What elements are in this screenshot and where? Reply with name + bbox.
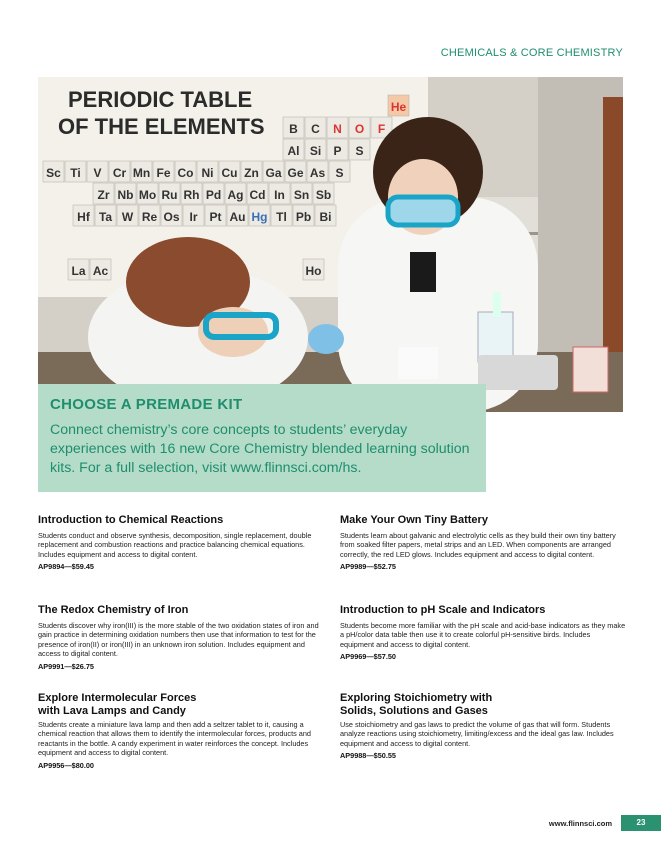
footer-url[interactable]: www.flinnsci.com: [548, 819, 612, 828]
element-symbol: Ru: [161, 188, 178, 202]
element-symbol: F: [377, 122, 386, 136]
element-symbol: As: [309, 166, 326, 180]
element-symbol: Mn: [132, 166, 151, 180]
product-description: Students create a miniature lava lamp and then add a seltzer tablet to it, causing a chemical reaction that allows them to identify the intermolecular forces, products and reactants in the bottle. A candy experiment in water reinforces the concept. Includes equipment and access to digital content.: [38, 720, 311, 758]
element-symbol: He: [390, 100, 407, 114]
product-price: AP9989—$52.75: [340, 562, 396, 572]
product-price: AP9969—$57.50: [340, 652, 396, 662]
element-symbol: La: [71, 264, 86, 278]
element-symbol: B: [289, 122, 298, 136]
poster-title-line2: OF THE ELEMENTS: [58, 114, 265, 139]
element-symbol: Sb: [315, 188, 332, 202]
product-title: The Redox Chemistry of Iron: [38, 604, 189, 616]
element-symbol: Hf: [77, 210, 90, 224]
section-label: CHEMICALS & CORE CHEMISTRY: [440, 47, 623, 59]
element-symbol: Rh: [183, 188, 200, 202]
element-symbol: Ga: [265, 166, 282, 180]
element-symbol: Al: [287, 144, 300, 158]
element-symbol: Pd: [205, 188, 222, 202]
element-symbol: Zr: [97, 188, 110, 202]
element-symbol: Ir: [189, 210, 198, 224]
element-symbol: Ac: [92, 264, 109, 278]
element-symbol: Mo: [138, 188, 157, 202]
hot-plate: [478, 355, 558, 390]
product-description: Students conduct and observe synthesis, decomposition, single replacement, double replacement and combustion reactions and practice balancing chemical equations. Includes equipment and access to digital content.: [38, 531, 312, 559]
element-symbol: O: [354, 122, 365, 136]
element-symbol: Sc: [46, 166, 61, 180]
element-symbol: Zn: [244, 166, 259, 180]
element-symbol: Nb: [117, 188, 134, 202]
element-symbol: Os: [163, 210, 180, 224]
lab-photo: [38, 77, 623, 412]
element-symbol: Bi: [319, 210, 332, 224]
element-symbol: Ni: [201, 166, 214, 180]
product-title: Make Your Own Tiny Battery: [340, 514, 488, 526]
poster-title-line1: PERIODIC TABLE: [68, 87, 253, 112]
element-symbol: Au: [229, 210, 246, 224]
product-title: Exploring Stoichiometry with Solids, Solutions and Gases: [340, 692, 493, 717]
product-description: Use stoichiometry and gas laws to predict the volume of gas that will form. Students analyze reactions using stoichiometry, limiting/excess and the ideal gas law. Includes equipment and access to digital content.: [340, 720, 614, 748]
safety-goggles-icon-2: [388, 197, 458, 225]
element-symbol: N: [333, 122, 342, 136]
element-symbol: Sn: [293, 188, 310, 202]
element-symbol: V: [93, 166, 102, 180]
element-symbol: Pt: [209, 210, 222, 224]
element-symbol: S: [355, 144, 364, 158]
element-symbol: Ag: [227, 188, 244, 202]
element-symbol: Pb: [295, 210, 312, 224]
product-description: Students discover why iron(III) is the more stable of the two oxidation states of iron and gain practice in determining oxidation numbers then use that information to test for the presence of iron(II) or iron(III) in an unknown iron solution. Includes equipment and access to digital content.: [38, 621, 319, 659]
hero-photo: [38, 77, 623, 412]
element-symbol: Cd: [249, 188, 266, 202]
product-price: AP9991—$26.75: [38, 661, 94, 671]
element-symbol: Co: [177, 166, 194, 180]
product-card: [38, 514, 328, 571]
product-price: AP9894—$59.45: [38, 562, 94, 572]
element-symbol: P: [333, 144, 342, 158]
element-symbol: C: [311, 122, 320, 136]
element-symbol: Si: [309, 144, 322, 158]
page-number: 23: [621, 815, 661, 831]
product-card-body: [38, 720, 328, 770]
element-symbol: Fe: [156, 166, 171, 180]
product-price: AP9956—$80.00: [38, 760, 94, 770]
element-symbol: Ho: [305, 264, 322, 278]
element-symbol: Ta: [98, 210, 113, 224]
product-card: [340, 604, 626, 661]
product-price: AP9988—$50.55: [340, 751, 396, 761]
product-title: Explore Intermolecular Forces with Lava Lamps and Candy: [38, 692, 197, 717]
product-description: Students become more familiar with the pH scale and acid-base indicators as they make a pH/color data table then use it to create colorful pH-sensitive birds. Includes equipment and access to digital content.: [340, 621, 626, 649]
element-symbol: Hg: [251, 210, 268, 224]
product-title: Introduction to pH Scale and Indicators: [340, 604, 546, 616]
element-symbol: Ti: [70, 166, 81, 180]
product-card: [38, 604, 328, 671]
product-title: Introduction to Chemical Reactions: [38, 514, 224, 526]
element-symbol: In: [274, 188, 285, 202]
element-symbol: Cr: [112, 166, 127, 180]
element-symbol: Re: [141, 210, 158, 224]
product-card: [340, 692, 530, 722]
kit-body: Connect chemistry’s core concepts to students’ everyday experiences with 16 new Core Chemistry blended learning solution kits. For a full selection, visit www.flinnsci.com/hs.: [50, 422, 470, 476]
product-card-body: [340, 720, 626, 760]
element-symbol: Ge: [287, 166, 304, 180]
product-card: [38, 692, 218, 722]
element-symbol: W: [121, 210, 134, 224]
element-symbol: Cu: [221, 166, 238, 180]
premade-kit-callout: [38, 384, 486, 492]
kit-title: CHOOSE A PREMADE KIT: [50, 396, 243, 413]
element-symbol: S: [335, 166, 344, 180]
product-card: [340, 514, 626, 571]
element-symbol: Tl: [276, 210, 287, 224]
product-description: Students learn about galvanic and electrolytic cells as they build their own tiny battery from soaked filter papers, metal strips and an LED. When components are arranged correctly, the red LED glows. Includes equipment and access to digital content.: [340, 531, 616, 559]
